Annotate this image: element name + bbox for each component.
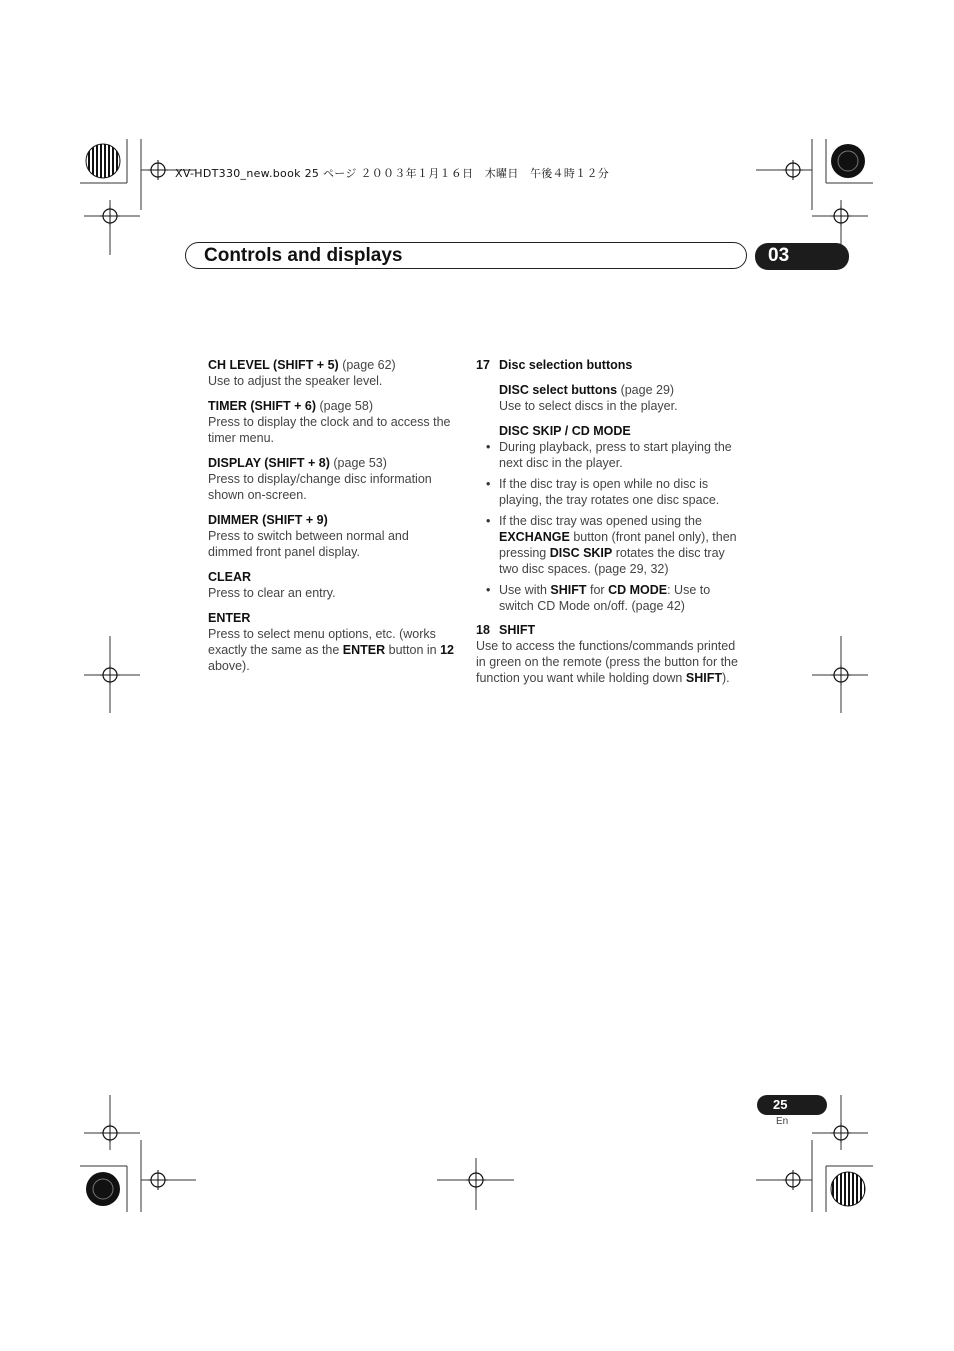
text-run: ). — [721, 671, 730, 685]
entry-ch-level — [208, 357, 456, 389]
entry-heading-disc-skip: DISC SKIP / CD MODE — [499, 424, 631, 438]
section-18-body — [476, 638, 746, 686]
text-run: Press to select menu options, etc. (works exactly the same as the — [208, 627, 436, 657]
left-column — [208, 357, 456, 683]
entry-heading: CH LEVEL (SHIFT + 5) — [208, 358, 339, 372]
section-18-heading — [476, 622, 746, 638]
key-name: EXCHANGE — [499, 530, 570, 544]
disc-skip-bullets — [476, 439, 746, 614]
chapter-number: 03 — [768, 245, 790, 266]
page-ref: (page 53) — [333, 456, 387, 470]
entry-heading: ENTER — [208, 611, 251, 625]
entry-heading: DISPLAY (SHIFT + 8) — [208, 456, 330, 470]
section-title: SHIFT — [499, 623, 536, 637]
chapter-badge — [755, 243, 849, 270]
page-title: Controls and displays — [204, 245, 403, 266]
entry-heading: DISC select buttons — [499, 383, 618, 397]
text-run: Use with — [499, 583, 551, 597]
entry-heading: DIMMER (SHIFT + 9) — [208, 513, 328, 527]
page-language: En — [776, 1116, 789, 1127]
key-name: SHIFT — [550, 583, 587, 597]
entry-timer — [208, 398, 456, 446]
section-number: 18 — [476, 623, 490, 637]
key-name: DISC SKIP — [549, 546, 613, 560]
section-title-bar — [185, 242, 747, 269]
entry-disc-select — [499, 382, 746, 414]
entry-dimmer — [208, 512, 456, 560]
entry-body: Press to clear an entry. — [208, 586, 336, 600]
entry-body: Press to switch between normal and dimmed front panel display. — [208, 529, 409, 559]
item-number: 12 — [440, 643, 454, 657]
entry-body: Use to select discs in the player. — [499, 399, 678, 413]
entry-body: Press to display/change disc information shown on-screen. — [208, 472, 432, 502]
text-run: rotates the disc tray two disc spaces. (page 29, 32) — [499, 546, 725, 576]
key-name: SHIFT — [685, 671, 722, 685]
entry-body: Use to adjust the speaker level. — [208, 374, 383, 388]
text-run: Use to access the functions/commands printed in green on the remote (press the button for the function you want while holding down — [476, 639, 738, 685]
page-ref: (page 58) — [319, 399, 373, 413]
entry-heading: TIMER (SHIFT + 6) — [208, 399, 316, 413]
page-ref: (page 29) — [620, 383, 675, 397]
page-number-badge — [757, 1095, 827, 1115]
section-title: Disc selection buttons — [499, 358, 633, 372]
text-run: for — [586, 583, 609, 597]
text-run: : Use to switch CD Mode on/off. (page 42) — [499, 583, 711, 613]
bullet-item — [499, 582, 746, 614]
right-column — [476, 357, 746, 686]
bullet-item: • If the disc tray is open while no disc is playing, the tray rotates one disc space. — [499, 476, 746, 508]
key-name: ENTER — [342, 643, 386, 657]
section-number: 17 — [476, 358, 490, 372]
bullet-item: • During playback, press to start playing the next disc in the player. — [499, 439, 746, 471]
entry-body — [208, 626, 456, 674]
key-name: CD MODE — [608, 583, 668, 597]
text-run: If the disc tray was opened using the — [499, 514, 702, 528]
page-number: 25 — [773, 1097, 788, 1112]
text-run: button (front panel only), then pressing — [499, 530, 737, 560]
page-ref: (page 62) — [342, 358, 396, 372]
entry-heading: CLEAR — [208, 570, 252, 584]
entry-enter — [208, 610, 456, 674]
entry-clear — [208, 569, 456, 601]
print-header: XV-HDT330_new.book 25 ページ ２００３年１月１６日 木曜日 午後４時１２分 — [175, 167, 610, 180]
entry-display — [208, 455, 456, 503]
section-17-heading — [476, 357, 746, 373]
text-run: above). — [208, 659, 250, 673]
bullet-item — [499, 513, 746, 577]
text-run: button in — [385, 643, 441, 657]
entry-body: Press to display the clock and to access the timer menu. — [208, 415, 451, 445]
